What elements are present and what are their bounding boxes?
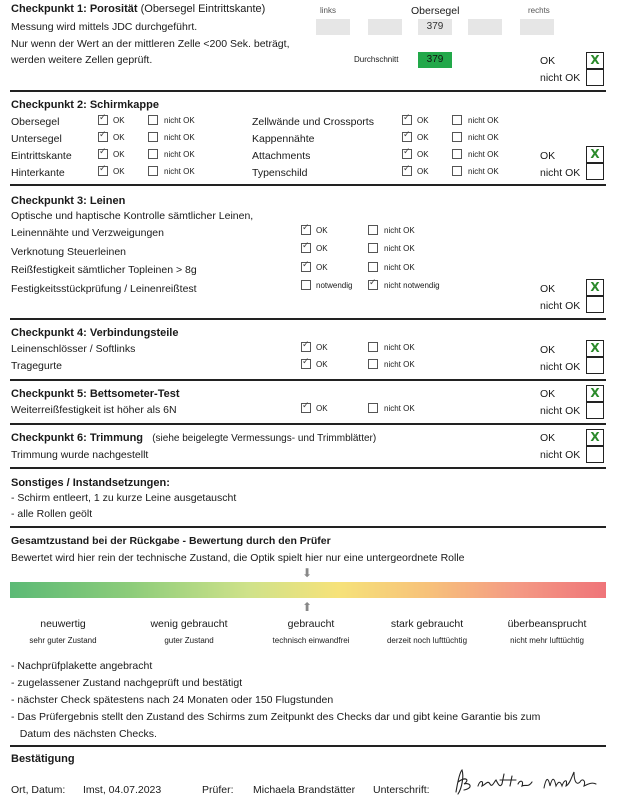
cp2-ok-checkbox[interactable] bbox=[98, 132, 108, 142]
condition-scale bbox=[10, 582, 606, 598]
inspector-label: Prüfer: bbox=[202, 784, 234, 796]
divider bbox=[10, 745, 606, 747]
cp1-cell-links-2[interactable] bbox=[368, 19, 402, 35]
cp2-notok-checkbox[interactable] bbox=[452, 166, 462, 176]
scale-label: stark gebraucht bbox=[390, 618, 464, 630]
cp3-nicht-notwendig-text: nicht notwendig bbox=[384, 281, 440, 290]
cp2-ok-checkbox[interactable] bbox=[402, 132, 412, 142]
cp6-notok-box[interactable] bbox=[586, 446, 604, 463]
overall-note: - Nachprüfplakette angebracht bbox=[11, 660, 153, 672]
up-arrow-icon: ⬆ bbox=[302, 600, 313, 614]
cp2-ok-text: OK bbox=[417, 167, 429, 176]
cp3-ok-text: OK bbox=[316, 263, 328, 272]
cp2-notok-checkbox[interactable] bbox=[148, 166, 158, 176]
cp3-notok-text: nicht OK bbox=[384, 244, 415, 253]
cp2-ok-label: OK bbox=[540, 150, 556, 162]
cp3-ok-text: OK bbox=[316, 244, 328, 253]
cp3-item: Verknotung Steuerleinen bbox=[11, 246, 127, 258]
cp2-ok-checkbox[interactable] bbox=[98, 149, 108, 159]
cp2-notok-label: nicht OK bbox=[540, 167, 581, 179]
cp5-item: Weiterreißfestigkeit ist höher als 6N bbox=[11, 404, 177, 416]
signature-label: Unterschrift: bbox=[373, 784, 430, 796]
cp1-line3: werden weitere Zellen geprüft. bbox=[11, 54, 153, 66]
cp4-ok-label: OK bbox=[540, 344, 556, 356]
cp4-notok-checkbox[interactable] bbox=[368, 342, 378, 352]
cp2-notok-checkbox[interactable] bbox=[452, 132, 462, 142]
misc-line: - alle Rollen geölt bbox=[11, 508, 93, 520]
cp2-ok-checkbox[interactable] bbox=[402, 166, 412, 176]
cp2-ok-checkbox[interactable] bbox=[402, 115, 412, 125]
cp2-notok-checkbox[interactable] bbox=[148, 149, 158, 159]
cp5-ok-checkbox[interactable] bbox=[301, 403, 311, 413]
cp2-ok-text: OK bbox=[113, 150, 125, 159]
cp5-ok-box[interactable]: X bbox=[586, 385, 604, 402]
cp3-strength-label: Festigkeitsstückprüfung / Leinenreißtest bbox=[11, 283, 197, 295]
cp4-notok-box[interactable] bbox=[586, 357, 604, 374]
cp5-notok-text: nicht OK bbox=[384, 404, 415, 413]
cp3-ok-checkbox[interactable] bbox=[301, 243, 311, 253]
cp6-item: Trimmung wurde nachgestellt bbox=[11, 449, 149, 461]
cp5-ok-text: OK bbox=[316, 404, 328, 413]
cp3-nicht-notwendig-checkbox[interactable] bbox=[368, 280, 378, 290]
overall-title: Gesamtzustand bei der Rückgabe - Bewertung durch den Prüfer bbox=[11, 535, 331, 547]
scale-sub: technisch einwandfrei bbox=[272, 636, 350, 645]
cp2-item-left: Eintrittskante bbox=[11, 150, 72, 162]
cp2-notok-box[interactable] bbox=[586, 163, 604, 180]
cp1-ok-label: OK bbox=[540, 55, 556, 67]
scale-label: neuwertig bbox=[40, 618, 86, 630]
cp4-notok-checkbox[interactable] bbox=[368, 359, 378, 369]
divider bbox=[10, 467, 606, 469]
cp4-ok-checkbox[interactable] bbox=[301, 342, 311, 352]
cp3-notok-checkbox[interactable] bbox=[368, 262, 378, 272]
scale-sub: sehr guter Zustand bbox=[29, 636, 97, 645]
cp2-ok-text: OK bbox=[417, 150, 429, 159]
cp5-ok-label: OK bbox=[540, 388, 556, 400]
cp2-notok-text: nicht OK bbox=[164, 167, 195, 176]
cp2-ok-text: OK bbox=[113, 167, 125, 176]
cp3-ok-checkbox[interactable] bbox=[301, 225, 311, 235]
cp3-item: Leinennähte und Verzweigungen bbox=[11, 227, 164, 239]
divider bbox=[10, 184, 606, 186]
cp3-ok-box[interactable]: X bbox=[586, 279, 604, 296]
cp3-notok-text: nicht OK bbox=[384, 263, 415, 272]
cp6-ok-box[interactable]: X bbox=[586, 429, 604, 446]
cp3-ok-text: OK bbox=[316, 226, 328, 235]
divider bbox=[10, 526, 606, 528]
cp2-notok-text: nicht OK bbox=[164, 116, 195, 125]
cp4-ok-text: OK bbox=[316, 360, 328, 369]
scale-label: gebraucht bbox=[287, 618, 335, 630]
cp3-notwendig-text: notwendig bbox=[316, 281, 353, 290]
cp2-notok-text: nicht OK bbox=[468, 167, 499, 176]
cp2-notok-checkbox[interactable] bbox=[452, 149, 462, 159]
cp4-notok-text: nicht OK bbox=[384, 360, 415, 369]
cp3-notok-label: nicht OK bbox=[540, 300, 581, 312]
cp2-notok-checkbox[interactable] bbox=[148, 115, 158, 125]
cp2-ok-text: OK bbox=[417, 116, 429, 125]
cp2-ok-checkbox[interactable] bbox=[402, 149, 412, 159]
cp2-ok-text: OK bbox=[417, 133, 429, 142]
scale-sub: derzeit noch lufttüchtig bbox=[386, 636, 468, 645]
cp3-notok-text: nicht OK bbox=[384, 226, 415, 235]
cp4-item: Leinenschlösser / Softlinks bbox=[11, 343, 136, 355]
cp3-notok-box[interactable] bbox=[586, 296, 604, 313]
cp3-notok-checkbox[interactable] bbox=[368, 243, 378, 253]
cp2-notok-checkbox[interactable] bbox=[148, 132, 158, 142]
down-arrow-icon: ⬇ bbox=[302, 566, 313, 580]
scale-label: überbeansprucht bbox=[507, 618, 587, 630]
divider bbox=[10, 90, 606, 92]
cp2-notok-checkbox[interactable] bbox=[452, 115, 462, 125]
cp2-item-right: Typenschild bbox=[252, 167, 308, 179]
cp5-notok-label: nicht OK bbox=[540, 405, 581, 417]
cp4-title: Checkpunkt 4: Verbindungsteile bbox=[11, 327, 179, 339]
cp2-ok-checkbox[interactable] bbox=[98, 115, 108, 125]
cp2-ok-text: OK bbox=[113, 133, 125, 142]
cp4-ok-text: OK bbox=[316, 343, 328, 352]
scale-sub: guter Zustand bbox=[164, 636, 214, 645]
signature-image bbox=[452, 766, 602, 798]
overall-note: Datum des nächsten Checks. bbox=[11, 728, 157, 740]
cp5-notok-box[interactable] bbox=[586, 402, 604, 419]
overall-note: - nächster Check spätestens nach 24 Monaten oder 150 Flugstunden bbox=[11, 694, 334, 706]
cp1-line1: Messung wird mittels JDC durchgeführt. bbox=[11, 21, 198, 33]
cp4-ok-checkbox[interactable] bbox=[301, 359, 311, 369]
cp2-ok-checkbox[interactable] bbox=[98, 166, 108, 176]
cp2-item-right: Attachments bbox=[252, 150, 311, 162]
cp2-item-right: Zellwände und Crossports bbox=[252, 116, 374, 128]
cp4-ok-box[interactable]: X bbox=[586, 340, 604, 357]
cp6-title: Checkpunkt 6: Trimmung (siehe beigelegte Vermessungs- und Trimmblätter) bbox=[11, 432, 377, 444]
overall-note: - zugelassener Zustand nachgeprüft und bestätigt bbox=[11, 677, 243, 689]
overall-subtitle: Bewertet wird hier rein der technische Zustand, die Optik spielt hier nur eine untergeordnete Rolle bbox=[11, 552, 465, 564]
misc-title: Sonstiges / Instandsetzungen: bbox=[11, 477, 170, 489]
cp4-notok-label: nicht OK bbox=[540, 361, 581, 373]
cp4-item: Tragegurte bbox=[11, 360, 62, 372]
cp1-col-links: links bbox=[320, 6, 337, 15]
cp2-notok-text: nicht OK bbox=[468, 133, 499, 142]
cp2-title: Checkpunkt 2: Schirmkappe bbox=[11, 99, 159, 111]
cp1-notok-label: nicht OK bbox=[540, 72, 581, 84]
cp3-notok-checkbox[interactable] bbox=[368, 225, 378, 235]
scale-sub: nicht mehr lufttüchtig bbox=[510, 636, 584, 645]
cp2-notok-text: nicht OK bbox=[164, 150, 195, 159]
cp3-ok-checkbox[interactable] bbox=[301, 262, 311, 272]
divider bbox=[10, 423, 606, 425]
cp1-avg-label: Durchschnitt bbox=[354, 55, 399, 64]
cp3-item: Reißfestigkeit sämtlicher Topleinen > 8g bbox=[11, 264, 197, 276]
confirm-title: Bestätigung bbox=[11, 753, 75, 765]
scale-label: wenig gebraucht bbox=[150, 618, 228, 630]
cp3-ok-label: OK bbox=[540, 283, 556, 295]
cp2-item-left: Obersegel bbox=[11, 116, 60, 128]
cp1-title: Checkpunkt 1: Porosität (Obersegel Eintrittskante) bbox=[11, 3, 266, 15]
cp4-notok-text: nicht OK bbox=[384, 343, 415, 352]
cp1-cell-rechts-1[interactable] bbox=[468, 19, 502, 35]
misc-line: - Schirm entleert, 1 zu kurze Leine ausgetauscht bbox=[11, 492, 237, 504]
overall-note: - Das Prüfergebnis stellt den Zustand des Schirms zum Zeitpunkt des Checks dar und gibt keine Garantie bis zum bbox=[11, 711, 541, 723]
cp3-intro: Optische und haptische Kontrolle sämtlicher Leinen, bbox=[11, 210, 254, 222]
cp1-cell-links-1[interactable] bbox=[316, 19, 350, 35]
cp5-title: Checkpunkt 5: Bettsometer-Test bbox=[11, 388, 180, 400]
cp2-notok-text: nicht OK bbox=[164, 133, 195, 142]
cp2-item-left: Hinterkante bbox=[11, 167, 65, 179]
cp1-avg-value: 379 bbox=[418, 52, 452, 68]
cp6-notok-label: nicht OK bbox=[540, 449, 581, 461]
cp2-item-left: Untersegel bbox=[11, 133, 62, 145]
cp2-ok-text: OK bbox=[113, 116, 125, 125]
divider bbox=[10, 379, 606, 381]
cp3-notwendig-checkbox[interactable] bbox=[301, 280, 311, 290]
cp1-cell-rechts-2[interactable] bbox=[520, 19, 554, 35]
cp3-title: Checkpunkt 3: Leinen bbox=[11, 195, 126, 207]
cp6-ok-label: OK bbox=[540, 432, 556, 444]
signature bbox=[452, 766, 602, 798]
cp1-cell-middle[interactable]: 379 bbox=[418, 19, 452, 35]
place-label: Ort, Datum: bbox=[11, 784, 66, 796]
cp2-notok-text: nicht OK bbox=[468, 150, 499, 159]
cp2-item-right: Kappennähte bbox=[252, 133, 315, 145]
cp1-ok-box[interactable]: X bbox=[586, 52, 604, 69]
cp1-col-rechts: rechts bbox=[528, 6, 550, 15]
inspector-value: Michaela Brandstätter bbox=[253, 784, 356, 796]
cp2-ok-box[interactable]: X bbox=[586, 146, 604, 163]
cp5-notok-checkbox[interactable] bbox=[368, 403, 378, 413]
divider bbox=[10, 318, 606, 320]
cp1-line2: Nur wenn der Wert an der mittleren Zelle <200 Sek. beträgt, bbox=[11, 38, 290, 50]
cp1-col-obersegel: Obersegel bbox=[411, 5, 460, 17]
cp2-notok-text: nicht OK bbox=[468, 116, 499, 125]
place-value: Imst, 04.07.2023 bbox=[83, 784, 162, 796]
cp1-notok-box[interactable] bbox=[586, 69, 604, 86]
